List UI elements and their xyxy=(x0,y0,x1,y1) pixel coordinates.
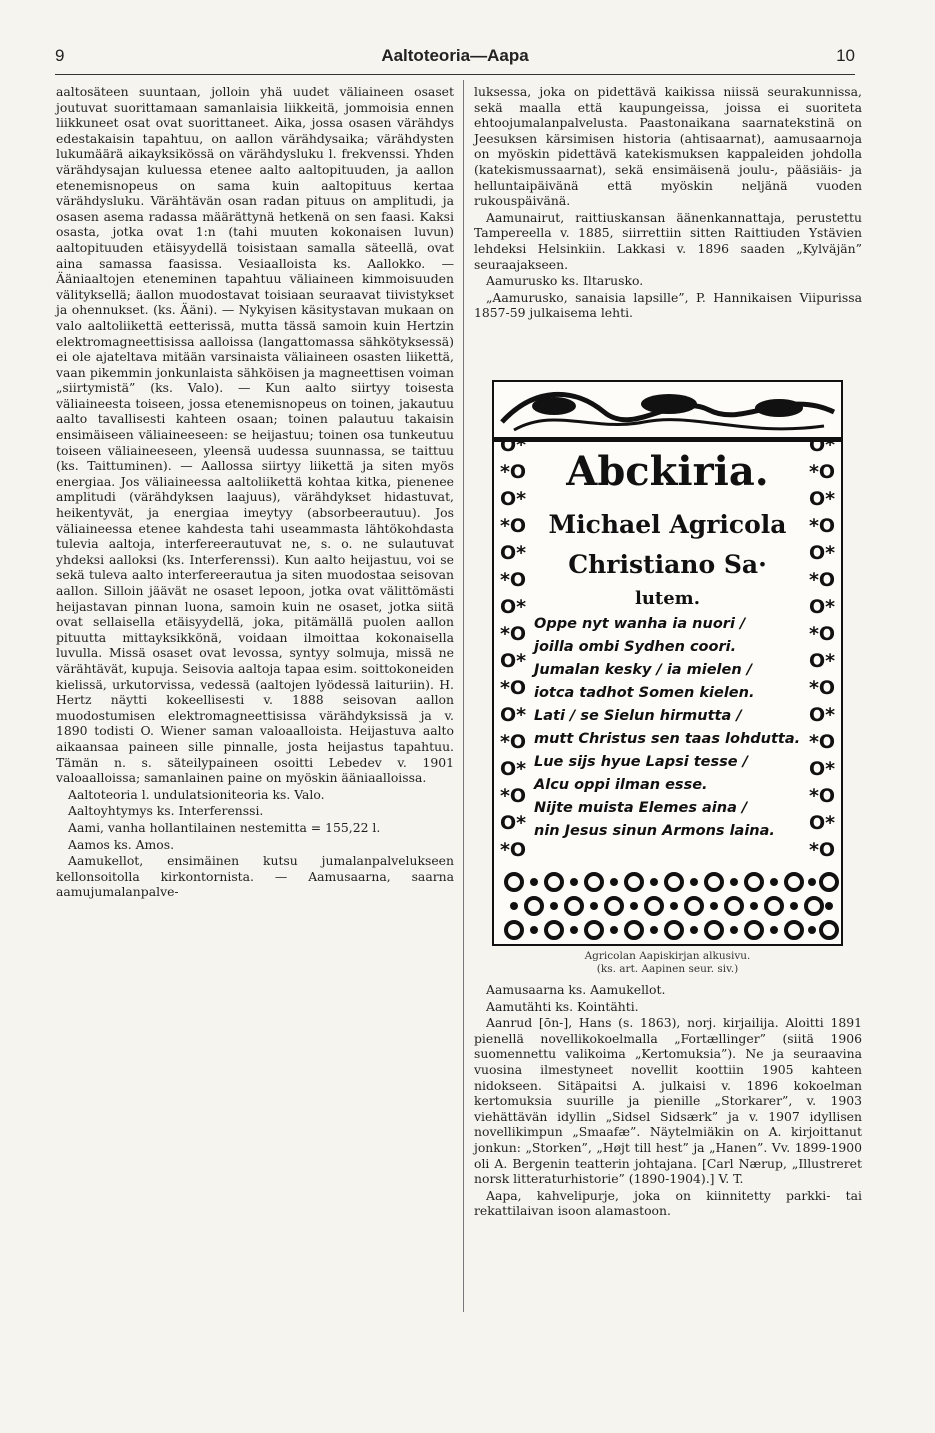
border-glyphs-left: O* *O O* *O O* *O O* *O O* *O O* *O O* *O O* *O xyxy=(499,434,527,861)
page-header xyxy=(55,46,855,72)
entry-aamunairut: Aamunairut, raittiuskansan äänenkannattaja, perustettu Tampereella v. 1885, siirrettiin sitten Raittiuden Ystävien lehdeksi Helsinkiin. Lakkasi v. 1896 saaden „Kylväjän” seuraajakseen. xyxy=(474,209,862,272)
entry-aamos: Aamos ks. Amos. xyxy=(68,836,175,852)
figure-verse-4: iotca tadhot Somen kielen. xyxy=(534,685,755,701)
entry-aamusaarna: Aamusaarna ks. Aamukellot. xyxy=(486,982,666,997)
caption-line-1: Agricolan Aapiskirjan alkusivu. xyxy=(584,950,751,962)
figure-verse-10: nin Jesus sinun Armons laina. xyxy=(534,823,775,839)
ornament-footer xyxy=(494,866,841,944)
entry-aami: Aami, vanha hollantilainen nestemitta = 155,22 l. xyxy=(68,819,381,835)
figure-verse-8: Alcu oppi ilman esse. xyxy=(534,777,708,793)
border-glyphs-right: O* *O O* *O O* *O O* *O O* *O O* *O O* *O O* *O xyxy=(808,434,836,861)
figure-verse-5: Lati / se Sielun hirmutta / xyxy=(534,708,742,724)
figure-verse-1: Oppe nyt wanha ia nuori / xyxy=(534,616,746,632)
entry-aamurusko: Aamurusko ks. Iltarusko. xyxy=(486,273,644,289)
figure-title: Abckiria. xyxy=(566,448,769,495)
entry-aamurusko-lehti: „Aamurusko, sanaisia lapsille”, P. Hannikaisen Viipurissa 1857-59 julkaisema lehti. xyxy=(474,289,862,321)
figure-greeting: Christiano Sa· xyxy=(568,550,767,579)
figure-verse-7: Lue sijs hyue Lapsi tesse / xyxy=(534,754,748,770)
left-page-number: 9 xyxy=(55,46,65,65)
column-divider xyxy=(463,80,464,1312)
paragraph-aaltoliike: aaltosäteen suuntaan, jolloin yhä uudet väliaineen osaset joutuvat suorittamaan samanlaisia liikkeitä, jommoisia ennen liikkuneet osat ovat suorittaneet. Aika, jossa osasen värähdys edestakaisin tapahtuu, on aallon värähdysaika; värähdysten lukumäärä aikayksikössä on värähdysluku l. frekvenssi. Yhden värähdysajan kuluessa etenee aalto aaltopituuden, ja aallon etenemisnopeus on sama kuin aaltopituus kertaa värähdysluku. Värähtävän osan radan pituus on amplitudi, ja osasen asema radassa määrättynä hetkenä on sen faasi. Kaksi osasta, jotka ovat 1:n (tahi muuten kokonaisen luvun) aaltopituuden etäisyydellä toisistaan samalla säteellä, ovat aina samassa faasissa. Vesiaalloista ks. Aallokko. — Ääniaaltojen eteneminen tapahtuu väliaineen kimmoisuuden välityksellä; äallon muodostavat toisiaan seuraavat tiivistykset ja ohennukset. (ks. Ääni). — Nykyisen käsitystavan mukaan on valo aaltoliikettä eetterissä, mutta tässä samoin kuin Hertzin elektromagneettisissa aalloissa (langattomassa sähkötyksessä) ei ole ajateltava mitään varsinaista väliaineen osasten liikettä, vaan pikemmin jonkunlaista sähköisen ja magneettisen voiman „siirtymistä” (ks. Valo). — Kun aalto siirtyy toisesta väliaineesta toiseen, jossa etenemisnopeus on toinen, jakautuu aalto tavallisesti kahteen osaan; toinen palautuu takaisin ensimäiseen väliaineeseen: se heijastuu; toinen osa tunkeutuu toiseen väliaineeseen, yleensä uudessa suunnassa, se taittuu (ks. Taittuminen). — Aallossa siirtyy liikettä ja siten myös energiaa. Jos väliaineessa aaltoliikettä kohtaa kitka, pienenee amplitudi (värähdyksen laajuus), värähdykset hidastuvat, heikentyvät, ja energiaa imeytyy (absorbeerautuu). Jos väliaineessa etenee kahdesta tahi useammasta lähtökohdasta tulevia aaltoja, interfereerautuvat ne, s. o. ne sulautuvat yhdeksi aalloksi (ks. Interferenssi). Kun aalto heijastuu, voi se sekä tuleva aalto interfereerautua ja siten muodostaa seisovan aallon. Silloin jäävät ne osaset lepoon, jotka ovat välittömästi heijastavan pinnan luona, samoin kuin ne osaset, jotka siitä ovat sellaisella etäisyydellä, joka, pitämällä puolen aallon pituutta mittayksikkönä, voidaan ilmoittaa kokonaisella luvulla. Missä osaset ovat levossa, syntyy solmuja, missä ne värähtävät, kupuja. Seisovia aaltoja tapaa esim. soittokoneiden kielissä, urkutorvissa, vedessä (aaltojen lyödessä laituriin). H. Hertz näytti kokeellisesti v. 1888 seisovan aallon muodostumisen elektromagneettisissa värähdyksissä ja v. 1890 todisti O. Wiener saman valoaalloista. Heijastuva aalto aikaansaa paineen sille pinnalle, josta heijastus tapahtuu. Tämän n. s. säteilypaineen osoitti Lebedev v. 1901 valoaalloissa; samanlainen paine on myöskin ääniaalloissa. xyxy=(56,84,454,786)
figure-author: Michael Agricola xyxy=(548,510,787,539)
figure-verse-3: Jumalan kesky / ia mielen / xyxy=(534,662,753,678)
right-page-number: 10 xyxy=(836,46,855,65)
right-column-bottom xyxy=(474,982,862,1220)
figure-verse-2: joilla ombi Sydhen coori. xyxy=(534,639,737,655)
figure-verse-6: mutt Christus sen taas lohdutta. xyxy=(534,731,801,747)
running-title: Aaltoteoria—Aapa xyxy=(381,46,529,65)
figure-greeting-end: lutem. xyxy=(634,588,700,609)
figure-verse-9: Nijte muista Elemes aina / xyxy=(534,800,748,816)
entry-aaltoyhtymys: Aaltoyhtymys ks. Interferenssi. xyxy=(68,803,264,819)
header-rule xyxy=(55,74,855,75)
figure-caption xyxy=(492,950,843,976)
entry-aaltoteoria: Aaltoteoria l. undulatsioniteoria ks. Valo. xyxy=(68,786,325,802)
paragraph-continuation: luksessa, joka on pidettävä kaikissa niissä seurakunnissa, sekä maalla että kaupungeissa, joissa ei suoriteta ehtoojumalanpalvelusta. Paastonaikana saarnatekstinä on Jeesuksen kärsimisen historia (ahtisaarnat), aamusaarnoja on myöskin pidettävä katekismuksen kappaleiden johdolla (katekismussaarnat), sekä ensimäisenä joulu-, pääsiäis- ja helluntaipäivänä että myöskin neljänä vuoden rukouspäivänä. xyxy=(474,84,862,209)
agricola-abc-book-figure xyxy=(492,380,843,946)
woodcut-title-page xyxy=(492,380,843,946)
entry-aapa: Aapa, kahvelipurje, joka on kiinnitetty parkki- tai rekattilaivan isoon alamastoon. xyxy=(474,1187,862,1219)
entry-aanrud: Aanrud [ōn-], Hans (s. 1863), norj. kirjailija. Aloitti 1891 pienellä novellikokoelmalla „Fortællinger” (siitä 1906 suomennettu valikoima „Kertomuksia”). Ne ja seuraavina vuosina ilmestyneet novellit koottiin 1905 kahteen nidokseen. Sitäpaitsi A. julkaisi v. 1896 kokoelman kertomuksia suurille ja pienille „Storkarer”, v. 1903 viehättävän idyllin „Sidsel Sidsærk” ja v. 1907 idyllisen novellikimpun „Smaafæ”. Näytelmiäkin on A. kirjoittanut jonkun: „Storken”, „Højt till hest” ja „Hanen”. Vv. 1899-1900 oli A. Bergenin teatterin johtajana. [Carl Nærup, „Illustreret norsk litteraturhistorie” (1890-1904).] V. T. xyxy=(474,1015,862,1187)
right-column-top xyxy=(474,84,862,322)
entry-aamutahti: Aamutähti ks. Kointähti. xyxy=(486,998,639,1014)
ornament-header xyxy=(494,382,841,442)
caption-line-2: (ks. art. Aapinen seur. siv.) xyxy=(596,963,739,975)
left-column xyxy=(56,84,454,901)
entry-aamukellot: Aamukellot, ensimäinen kutsu jumalanpalvelukseen kellonsoitolla kirkontornista. — Aamusaarna, saarna aamujumalanpalve- xyxy=(56,853,454,900)
